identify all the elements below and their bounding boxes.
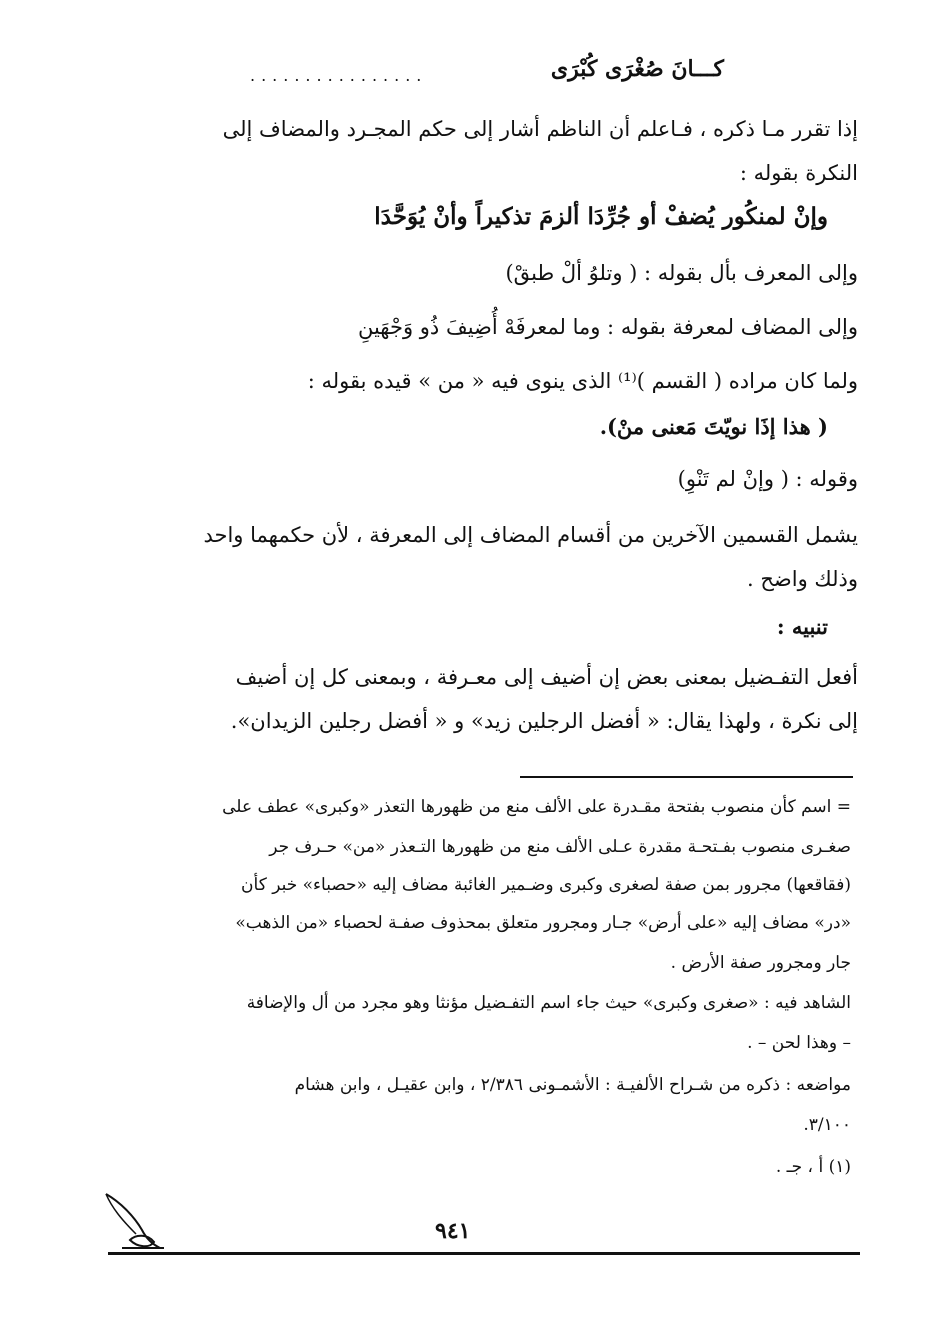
- body-line-line4: ولما كان مراده ( القسم )⁽¹⁾ الذى ينوى فيه « من » قيده بقوله :: [307, 369, 858, 393]
- body-line-note: تنبيه :: [776, 614, 828, 639]
- body-line-p1a: إذا تقرر مـا ذكره ، فـاعلم أن الناظم أشار إلى حكم المجـرد والمضاف إلى: [222, 117, 858, 141]
- footnote-divider: [520, 776, 853, 778]
- header-verse: كـــانَ صُغْرَى كُبْرَى: [550, 56, 724, 82]
- body-line-p3b: إلى نكرة ، ولهذا يقال: « أفضل الرجلين زيد» و « أفضل رجلين الزيدان».: [230, 709, 858, 733]
- footnote-line-f2: صغـرى منصوب بفـتحـة مقدرة عـلى الألف منع من ظهورها التـعذر «من» حـرف جر: [269, 837, 851, 857]
- body-line-p1b: النكرة بقوله :: [739, 161, 858, 185]
- quill-icon: [100, 1190, 170, 1252]
- bottom-rule: [108, 1252, 860, 1255]
- footnote-line-f7: – وهذا لحن – .: [747, 1033, 851, 1053]
- header-dots: ................: [250, 66, 428, 85]
- footnote-line-f4: «در» مضاف إليه «على أرض» جـار ومجرور متعلق بمحذوف صفـة لحصباء «من الذهب»: [235, 913, 851, 933]
- body-line-line5: ( هذا إذَا نويّتَ مَعنى منْ).: [599, 414, 828, 439]
- body-line-p3a: أفعل التفـضيل بمعنى بعض إن أضيف إلى معـرفة ، وبمعنى كل إن أضيف: [235, 665, 858, 689]
- footnote-line-f3: (فقاقعها) مجرور بمن صفة لصغرى وكبرى وضـمير الغائبة مضاف إليه «حصباء» خبر كأن: [241, 875, 851, 895]
- footnote-line-f5: جار ومجرور صفة الأرض .: [670, 953, 851, 973]
- footnote-line-f1: = اسم كأن منصوب بفتحة مقـدرة على الألف منع من ظهورها التعذر «وكبرى» عطف على: [222, 797, 851, 817]
- footnote-line-f9: ٣/١٠٠.: [803, 1115, 851, 1135]
- body-line-p2b: وذلك واضح .: [747, 567, 858, 591]
- footnote-line-f6: الشاهد فيه : «صغرى وكبرى» حيث جاء اسم التفـضيل مؤنثا وهو مجرد من أل والإضافة: [246, 993, 851, 1013]
- body-line-p2a: يشمل القسمين الآخرين من أقسام المضاف إلى المعرفة ، لأن حكمهما واحد: [203, 523, 858, 547]
- body-line-line2: وإلى المعرف بأل بقوله : ( وتلوُ ألْ طبقْ): [505, 261, 858, 285]
- body-line-line6: وقوله : ( وإنْ لم تَنْوِ): [677, 467, 858, 491]
- footnote-line-f10: (١) أ ، جـ .: [775, 1157, 851, 1177]
- footnote-line-f8: مواضعه : ذكره من شـراح الألفيـة : الأشمـونى ٢/٣٨٦ ، وابن عقيـل ، وابن هشام: [294, 1075, 851, 1095]
- page-number: ٩٤١: [435, 1218, 471, 1244]
- body-line-line3: وإلى المضاف لمعرفة بقوله : وما لمعرفَهْ أُضِيفَ ذُو وَجْهَينِ: [357, 315, 858, 339]
- body-line-verse1: وإنْ لمنكُور يُضفْ أو جُرِّدَا ألزمَ تذكيراً وأنْ يُوَحَّدَا: [374, 203, 828, 230]
